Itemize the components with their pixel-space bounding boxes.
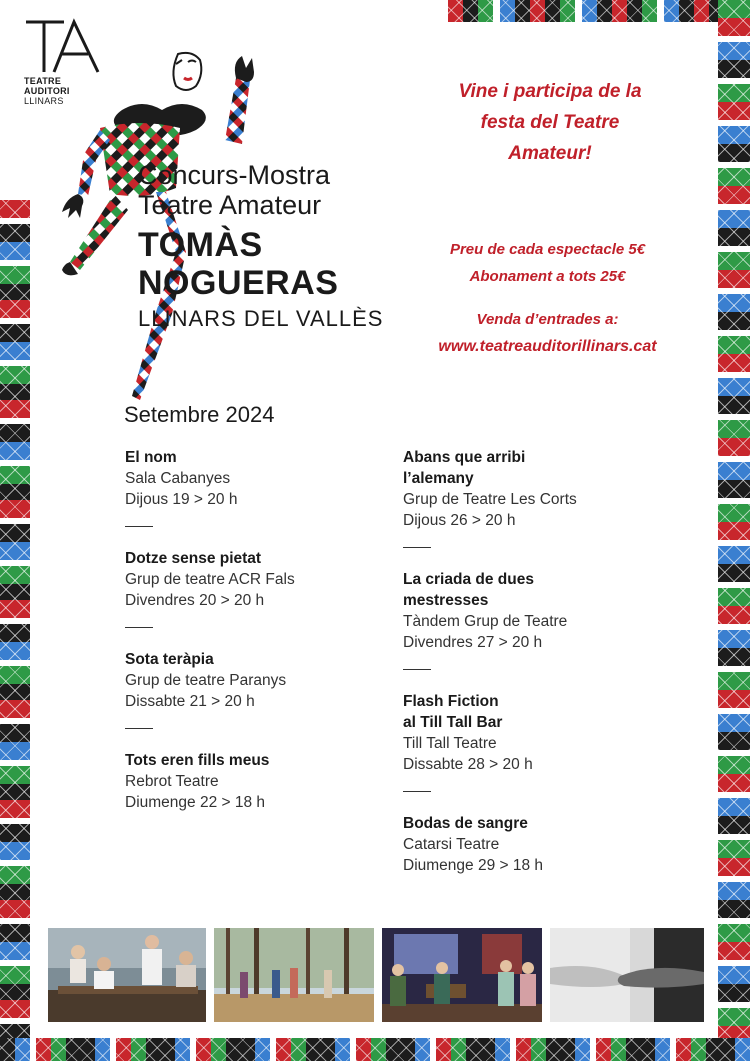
harlequin-border-top [448, 0, 750, 22]
ticket-sale-url[interactable]: www.teatreauditorillinars.cat [438, 338, 657, 355]
schedule-column-left [125, 447, 395, 813]
logo-line-2: AUDITORI [24, 86, 70, 96]
event-divider [125, 526, 153, 527]
photo-stage-scene [382, 928, 542, 1022]
schedule-column-right [403, 447, 673, 876]
event-date: Diumenge 22 > 18 h [125, 794, 266, 811]
title-line-2: Teatre Amateur [138, 190, 322, 220]
logo-line-3: LLINARS [24, 96, 64, 106]
event-item [125, 447, 395, 527]
event-item [403, 813, 673, 876]
event-title-cont: mestresses [403, 592, 489, 609]
invite-line-3: Amateur! [508, 143, 592, 164]
invite-text [430, 76, 670, 169]
event-item [125, 548, 395, 628]
event-title: Flash Fiction [403, 693, 499, 710]
harlequin-border-left [0, 200, 30, 1061]
event-company: Sala Cabanyes [125, 470, 231, 487]
event-divider [125, 728, 153, 729]
event-title: La criada de dues [403, 571, 534, 588]
event-title: Sota teràpia [125, 651, 214, 668]
invite-line-2: festa del Teatre [480, 112, 620, 133]
price-info [420, 236, 675, 290]
harlequin-border-bottom [0, 1038, 750, 1061]
event-company: Rebrot Teatre [125, 773, 219, 790]
event-date: Dissabte 21 > 20 h [125, 693, 255, 710]
event-company: Catarsi Teatre [403, 836, 500, 853]
event-title: Tots eren fills meus [125, 752, 270, 769]
event-date: Divendres 20 > 20 h [125, 592, 265, 609]
title-place: LLINARS DEL VALLÈS [138, 306, 384, 331]
event-item [125, 750, 395, 813]
title-name-1: TOMÀS [138, 226, 263, 264]
performance-photos-strip [48, 928, 704, 1022]
event-company: Grup de Teatre Les Corts [403, 491, 577, 508]
event-item [403, 691, 673, 792]
event-title-cont: al Till Tall Bar [403, 714, 503, 731]
title-name-2: NOGUERAS [138, 264, 339, 302]
invite-line-1: Vine i participa de la [458, 81, 642, 102]
event-title: Abans que arribi [403, 449, 526, 466]
photo-jury-scene [48, 928, 206, 1022]
event-company: Grup de teatre ACR Fals [125, 571, 295, 588]
event-item [125, 649, 395, 729]
event-item [403, 447, 673, 548]
harlequin-border-right [718, 0, 750, 1061]
ticket-sale-info [420, 306, 675, 360]
ticket-sale-label: Venda d’entrades a: [476, 311, 619, 328]
photo-hands-closeup [550, 928, 704, 1022]
event-divider [403, 669, 431, 670]
event-date: Diumenge 29 > 18 h [403, 857, 544, 874]
event-title: Dotze sense pietat [125, 550, 262, 567]
event-date: Dijous 19 > 20 h [125, 491, 238, 508]
event-date: Dissabte 28 > 20 h [403, 756, 533, 773]
photo-forest-scene [214, 928, 374, 1022]
event-title: Bodas de sangre [403, 815, 528, 832]
price-pass: Abonament a tots 25€ [469, 268, 626, 285]
event-company: Grup de teatre Paranys [125, 672, 287, 689]
event-divider [403, 791, 431, 792]
event-company: Till Tall Teatre [403, 735, 497, 752]
event-company: Tàndem Grup de Teatre [403, 613, 568, 630]
logo-line-1: TEATRE [24, 76, 62, 86]
event-title: El nom [125, 449, 177, 466]
festival-title-block [138, 160, 438, 332]
schedule-month: Setembre 2024 [124, 402, 275, 427]
price-single: Preu de cada espectacle 5€ [449, 241, 646, 258]
event-divider [125, 627, 153, 628]
title-line-1: Concurs-Mostra [138, 160, 331, 190]
event-divider [403, 547, 431, 548]
event-title-cont: l’alemany [403, 470, 474, 487]
event-date: Divendres 27 > 20 h [403, 634, 543, 651]
event-item [403, 569, 673, 670]
event-date: Dijous 26 > 20 h [403, 512, 516, 529]
